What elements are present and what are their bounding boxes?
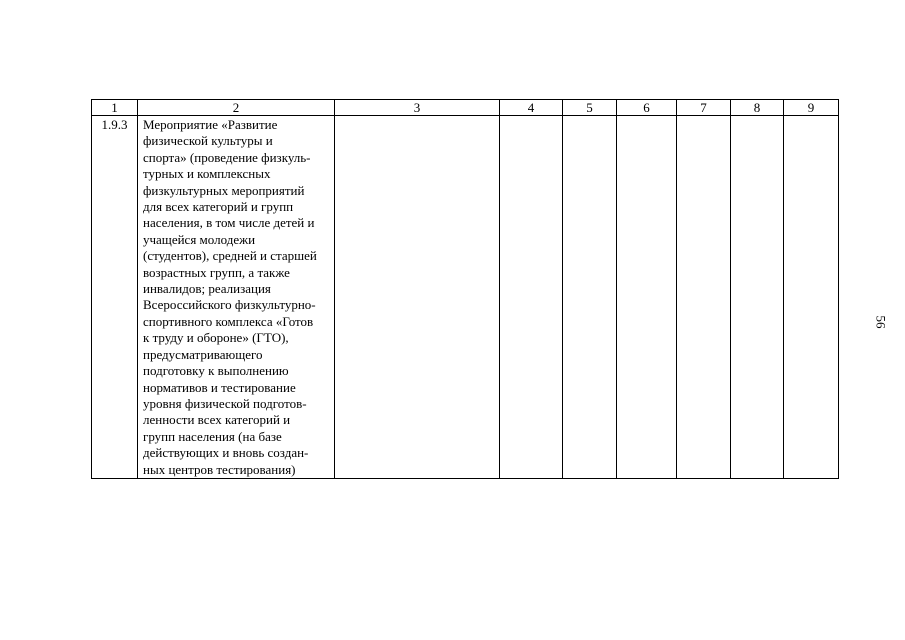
cell-col-7 (677, 116, 731, 479)
column-header-3: 3 (335, 100, 500, 116)
description-line: действующих и вновь создан- (143, 445, 309, 461)
column-header-2: 2 (138, 100, 335, 116)
column-header-6: 6 (617, 100, 677, 116)
description-line: Мероприятие «Развитие (143, 117, 278, 132)
description-line: подготовку к выполнению (143, 363, 289, 379)
column-header-9: 9 (784, 100, 839, 116)
cell-col-5 (563, 116, 617, 479)
cell-col-9 (784, 116, 839, 479)
description-line: нормативов и тестирование (143, 379, 296, 395)
row-number: 1.9.3 (92, 116, 138, 479)
column-header-7: 7 (677, 100, 731, 116)
description-line: ленности всех категорий и (143, 412, 291, 428)
description-line: инвалидов; реализация (143, 281, 271, 297)
column-header-4: 4 (500, 100, 563, 116)
cell-col-4 (500, 116, 563, 479)
table-row (92, 116, 839, 479)
description-line: спортивного комплекса «Готов (143, 313, 314, 329)
cell-col-8 (731, 116, 784, 479)
row-description (138, 116, 335, 479)
description-line: физической культуры и (143, 133, 273, 149)
description-line: Всероссийского физкультурно- (143, 297, 316, 313)
description-line: учащейся молодежи (143, 231, 256, 247)
description-line: спорта» (проведение физкуль- (143, 149, 311, 165)
column-header-5: 5 (563, 100, 617, 116)
description-line: к труду и обороне» (ГТО), (143, 330, 289, 346)
description-line: групп населения (на базе (143, 428, 282, 444)
data-table (91, 99, 839, 479)
description-line: предусматривающего (143, 346, 263, 362)
header-row (92, 100, 839, 116)
cell-col-6 (617, 116, 677, 479)
column-header-1: 1 (92, 100, 138, 116)
description-line: турных и комплексных (143, 166, 271, 182)
cell-col-3 (335, 116, 500, 479)
description-line: уровня физической подготов- (143, 395, 307, 411)
description-line: для всех категорий и групп (143, 199, 294, 215)
description-line: (студентов), средней и старшей (143, 248, 317, 264)
description-line: возрастных групп, а также (143, 264, 290, 280)
description-line: населения, в том числе детей и (143, 215, 315, 231)
description-line: ных центров тестирования) (143, 461, 296, 477)
description-line: физкультурных мероприятий (143, 182, 305, 198)
column-header-8: 8 (731, 100, 784, 116)
page-number: 56 (873, 315, 889, 329)
